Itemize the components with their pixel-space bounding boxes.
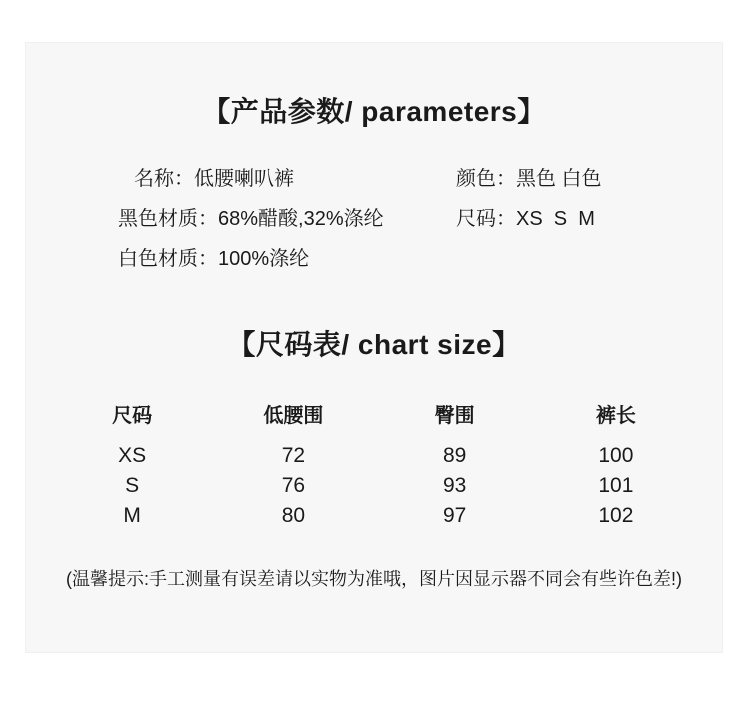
header-length: 裤长 <box>595 405 636 427</box>
cell-size: XS <box>118 444 147 467</box>
header-low-waist: 低腰围 <box>263 405 324 427</box>
param-size: 尺码：XS S M <box>456 208 595 230</box>
cell-low-waist: 76 <box>281 474 306 497</box>
param-white-material: 白色材质：100%涤纶 <box>118 248 310 270</box>
param-empty <box>456 245 722 273</box>
cell-low-waist: 72 <box>281 444 306 467</box>
param-row-2 <box>118 205 722 233</box>
param-row-1 <box>118 165 722 193</box>
cell-length: 100 <box>598 444 634 467</box>
table-row-xs <box>52 441 697 471</box>
cell-size: S <box>125 474 140 497</box>
cell-length: 102 <box>598 504 634 527</box>
parameters-card <box>25 42 723 653</box>
param-color: 颜色：黑色 白色 <box>456 168 602 190</box>
cell-hip: 97 <box>442 504 467 527</box>
size-chart-header-row <box>52 401 697 441</box>
param-row-3 <box>118 245 722 273</box>
product-parameters-title: 【产品参数/ parameters】 <box>202 96 546 127</box>
cell-length: 101 <box>598 474 634 497</box>
cell-size: M <box>123 504 141 527</box>
table-row-m <box>52 501 697 531</box>
param-name: 名称：低腰喇叭裤 <box>134 168 294 190</box>
size-chart-title: 【尺码表/ chart size】 <box>227 329 521 360</box>
cell-low-waist: 80 <box>281 504 306 527</box>
header-hip: 臀围 <box>434 405 475 427</box>
measurement-disclaimer-note: (温馨提示:手工测量有误差请以实物为准哦，图片因显示器不同会有些许色差!) <box>66 569 682 589</box>
parameters-list <box>26 165 722 273</box>
cell-hip: 93 <box>442 474 467 497</box>
param-black-material: 黑色材质：68%醋酸,32%涤纶 <box>118 208 384 230</box>
header-size: 尺码 <box>112 405 153 427</box>
cell-hip: 89 <box>442 444 467 467</box>
size-chart-table <box>52 401 697 531</box>
table-row-s <box>52 471 697 501</box>
